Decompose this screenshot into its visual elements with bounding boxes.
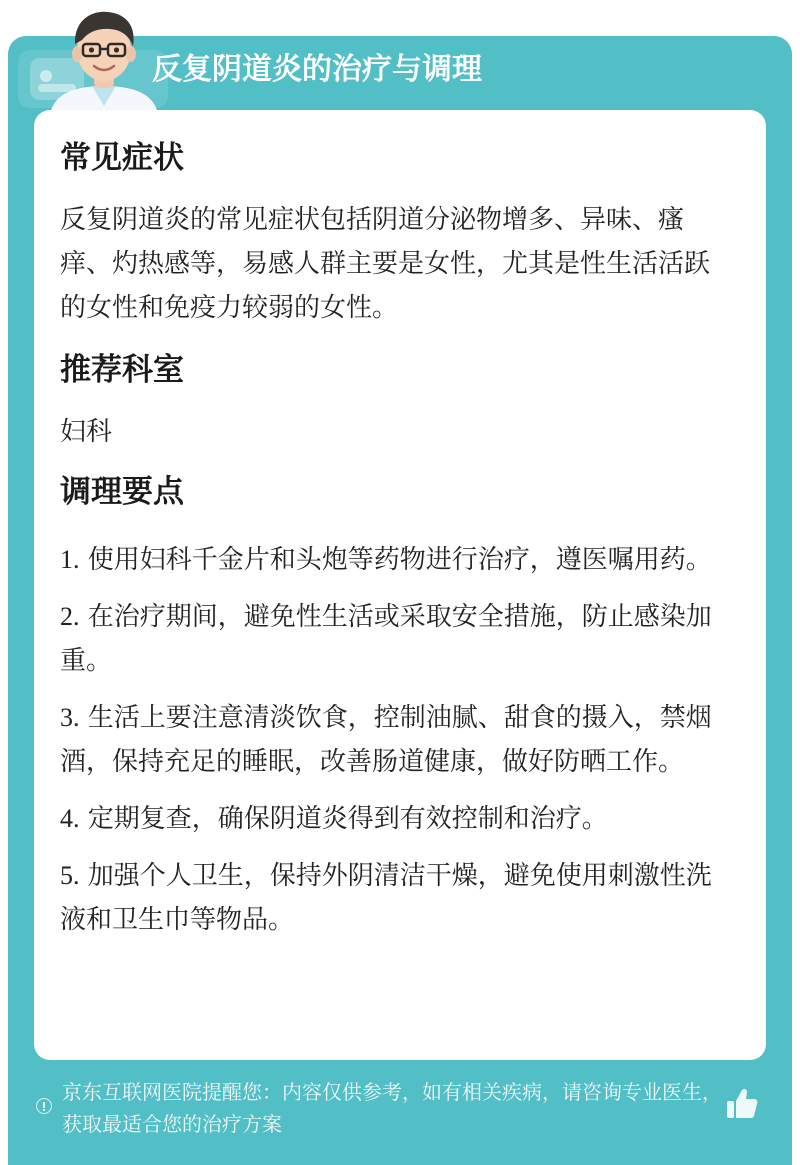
department-heading: 推荐科室 xyxy=(60,352,184,388)
list-item-text: 加强个人卫生，保持外阴清洁干燥，避免使用刺激性洗液和卫生巾等物品。 xyxy=(60,861,712,935)
list-item-number: 2. xyxy=(60,602,80,631)
content-card xyxy=(34,110,766,1060)
info-icon xyxy=(36,1098,52,1114)
list-item-text: 使用妇科千金片和头炮等药物进行治疗，遵医嘱用药。 xyxy=(87,545,712,575)
list-item-number: 5. xyxy=(60,861,80,890)
list-item-number: 1. xyxy=(60,545,80,574)
footer-notice-text: 京东互联网医院提醒您：内容仅供参考，如有相关疾病，请咨询专业医生，获取最适合您的治疗方案 xyxy=(62,1080,722,1136)
doctor-avatar-icon xyxy=(44,6,164,114)
list-item-text: 生活上要注意清淡饮食，控制油腻、甜食的摄入，禁烟酒，保持充足的睡眠，改善肠道健康，做好防晒工作。 xyxy=(60,703,712,777)
list-item-text: 定期复查，确保阴道炎得到有效控制和治疗。 xyxy=(87,804,608,834)
list-item-number: 3. xyxy=(60,703,80,732)
list-item xyxy=(60,595,730,683)
list-item xyxy=(60,538,730,582)
symptoms-text: 反复阴道炎的常见症状包括阴道分泌物增多、异味、瘙痒、灼热感等，易感人群主要是女性，尤其是性生活活跃的女性和免疫力较弱的女性。 xyxy=(60,205,711,323)
list-item-text: 在治疗期间，避免性生活或采取安全措施，防止感染加重。 xyxy=(60,602,712,676)
department-text: 妇科 xyxy=(60,417,113,447)
list-item xyxy=(60,854,730,942)
symptoms-heading: 常见症状 xyxy=(60,140,184,176)
page-title: 反复阴道炎的治疗与调理 xyxy=(152,52,482,87)
list-item-number: 4. xyxy=(60,804,80,833)
care-heading: 调理要点 xyxy=(60,474,184,510)
list-item xyxy=(60,797,730,841)
thumbs-up-icon[interactable] xyxy=(724,1086,760,1122)
care-list xyxy=(60,538,730,955)
list-item xyxy=(60,696,730,784)
